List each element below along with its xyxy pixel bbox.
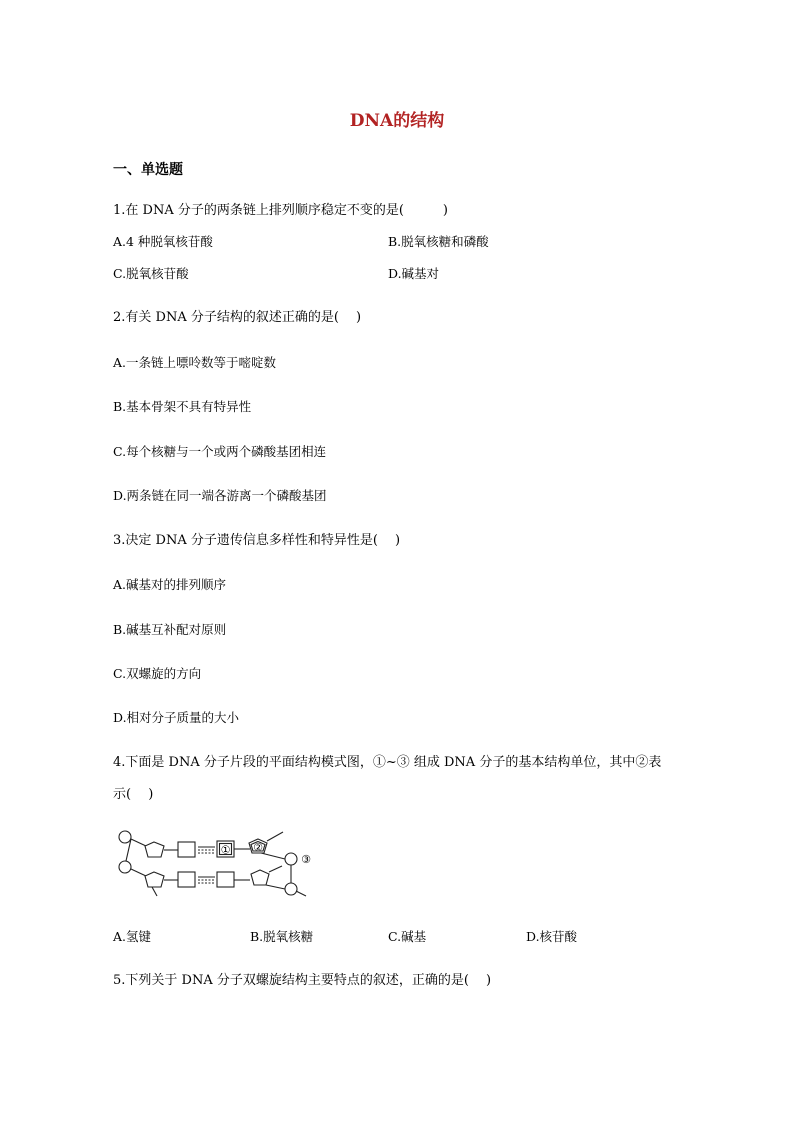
phosphate-circle (119, 831, 131, 843)
phosphate-circle-label-3 (285, 853, 297, 865)
question-2-option-d: D.两条链在同一端各游离一个磷酸基团 (113, 488, 327, 503)
question-4-option-c: C.碱基 (388, 929, 427, 944)
question-1-option-d: D.碱基对 (388, 266, 440, 281)
question-3-option-b: B.碱基互补配对原则 (113, 622, 227, 637)
phosphate-circle (285, 883, 297, 895)
question-3-option-a: A.碱基对的排列顺序 (113, 577, 227, 592)
dna-structure-diagram (112, 826, 317, 898)
question-4-stem-line2: 示( ) (113, 787, 154, 802)
question-4-stem-line1: 4.下面是 DNA 分子片段的平面结构模式图，①~③ 组成 DNA 分子的基本结构单位，其中②表 (113, 755, 662, 770)
phosphate-circle (119, 861, 131, 873)
question-1-stem: 1.在 DNA 分子的两条链上排列顺序稳定不变的是( ) (113, 203, 448, 218)
label-1: ① (220, 843, 231, 857)
base-square (178, 842, 195, 857)
label-2: ② (253, 841, 263, 854)
document-title: DNA的结构 (349, 111, 445, 131)
base-square (178, 872, 195, 887)
question-3-option-c: C.双螺旋的方向 (113, 666, 202, 681)
question-4-option-b: B.脱氧核糖 (250, 929, 314, 944)
question-1-option-a: A.4 种脱氧核苷酸 (113, 234, 213, 249)
question-4-option-d: D.核苷酸 (526, 929, 578, 944)
section-heading: 一、单选题 (113, 162, 183, 178)
question-1-option-b: B.脱氧核糖和磷酸 (388, 234, 489, 249)
question-5-stem: 5.下列关于 DNA 分子双螺旋结构主要特点的叙述，正确的是( ) (113, 973, 492, 988)
deoxyribose-pentagon (145, 872, 164, 887)
question-3-stem: 3.决定 DNA 分子遗传信息多样性和特异性是( ) (113, 533, 401, 548)
deoxyribose-pentagon (251, 870, 269, 885)
question-1-option-c: C.脱氧核苷酸 (113, 266, 189, 281)
label-3: ③ (301, 853, 311, 866)
deoxyribose-pentagon (145, 842, 164, 857)
question-2-stem: 2.有关 DNA 分子结构的叙述正确的是( ) (113, 310, 362, 325)
base-square (217, 872, 234, 887)
question-2-option-b: B.基本骨架不具有特异性 (113, 399, 252, 414)
question-4-option-a: A.氢键 (113, 929, 152, 944)
question-2-option-a: A.一条链上嘌呤数等于嘧啶数 (113, 355, 277, 370)
question-3-option-d: D.相对分子质量的大小 (113, 710, 240, 725)
question-2-option-c: C.每个核糖与一个或两个磷酸基团相连 (113, 444, 327, 459)
